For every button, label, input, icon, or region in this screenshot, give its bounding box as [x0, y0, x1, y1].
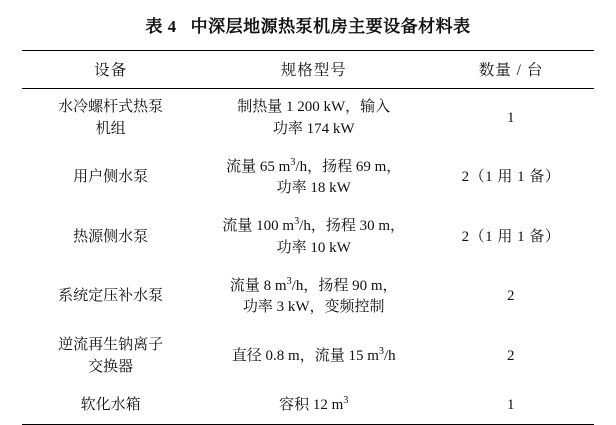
cell-equipment	[22, 208, 199, 268]
cell-line: 功率 18 kW	[276, 180, 351, 197]
cell-line: 用户侧水泵	[73, 169, 149, 186]
cell-line: 逆流再生钠离子	[58, 337, 164, 354]
cell-line: 系统定压补水泵	[58, 288, 164, 305]
cell-specification	[199, 89, 428, 149]
cell-line: 交换器	[88, 358, 134, 375]
cell-line: 流量 8 $m^3/h$，扬程 90 m，	[229, 275, 398, 294]
table-row	[22, 208, 594, 268]
table-row	[22, 268, 594, 328]
column-header-quantity: 数量 / 台	[478, 62, 544, 80]
table-header	[22, 51, 594, 89]
table-caption-number: 表 4	[145, 17, 177, 36]
equipment-table	[22, 50, 594, 425]
cell-line: 水冷螺杆式热泵	[58, 99, 164, 116]
cell-line: 机组	[95, 120, 126, 137]
column-header-equipment: 设备	[94, 62, 128, 80]
cell-specification	[199, 268, 428, 328]
cell-specification	[199, 149, 428, 209]
cell-quantity: 2（1 用 1 备）	[461, 228, 561, 245]
cell-line: 热源侧水泵	[73, 228, 149, 245]
cell-line: 容积 12 $m^3$	[279, 394, 349, 413]
table-row	[22, 149, 594, 209]
table-row	[22, 387, 594, 425]
cell-equipment	[22, 149, 199, 209]
table-row	[22, 89, 594, 149]
cell-line: 功率 174 kW	[272, 120, 355, 137]
table-caption	[22, 16, 594, 38]
table-body	[22, 89, 594, 425]
cell-quantity: 2	[507, 288, 516, 305]
cell-equipment	[22, 89, 199, 149]
table-header-row	[22, 51, 594, 89]
table-caption-title: 中深层地源热泵机房主要设备材料表	[190, 17, 471, 36]
table-row	[22, 327, 594, 387]
cell-specification	[199, 327, 428, 387]
cell-specification	[199, 208, 428, 268]
cell-quantity: 1	[507, 396, 516, 413]
cell-line: 流量 65 $m^3/h$，扬程 69 m，	[226, 156, 402, 175]
cell-line: 流量 100 $m^3/h$，扬程 30 m，	[222, 216, 406, 235]
cell-equipment	[22, 268, 199, 328]
cell-line: 直径 0.8 m，流量 15 $m^3/h$	[231, 345, 396, 364]
cell-quantity: 2（1 用 1 备）	[461, 169, 561, 186]
cell-line: 制热量 1 200 kW，输入	[237, 99, 391, 116]
cell-quantity: 1	[507, 109, 516, 126]
cell-equipment	[22, 327, 199, 387]
cell-equipment	[22, 387, 199, 425]
cell-line: 功率 10 kW	[276, 239, 351, 256]
cell-line: 软化水箱	[80, 396, 141, 413]
column-header-spec: 规格型号	[280, 62, 347, 80]
cell-specification	[199, 387, 428, 425]
cell-quantity: 2	[507, 347, 516, 364]
cell-line: 功率 3 kW，变频控制	[242, 299, 385, 316]
